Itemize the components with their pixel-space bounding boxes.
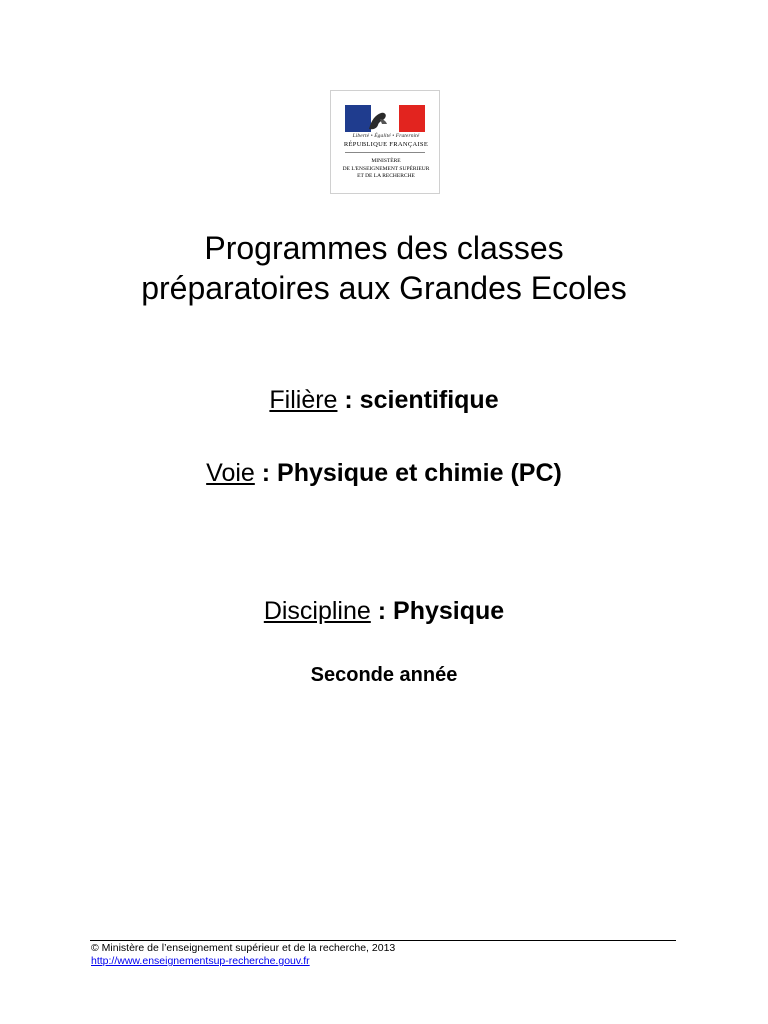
footer [91,942,395,968]
discipline-label: Discipline [263,597,371,625]
marianne-flag-icon [345,105,425,132]
voie-line [0,459,768,488]
year-subtitle: Seconde année [310,664,458,686]
ministry-name [335,158,437,181]
filiere-value: : scientifique [337,386,499,414]
logo-divider [345,152,425,153]
discipline-line [0,597,768,626]
filiere-label: Filière [269,386,338,414]
voie-value: : Physique et chimie (PC) [254,459,562,487]
footer-divider [90,940,676,941]
voie-label: Voie [206,459,255,487]
ministry-line: ET DE LA RECHERCHE [357,173,415,179]
ministry-line: MINISTÈRE [371,158,401,164]
footer-link[interactable]: http://www.enseignementsup-recherche.gouv.fr [91,955,310,967]
ministry-line: DE L'ENSEIGNEMENT SUPÉRIEUR [342,165,430,172]
discipline-value: : Physique [370,597,505,625]
ministry-logo [330,90,440,194]
title-line-2: préparatoires aux Grandes Ecoles [141,270,627,306]
filiere-line [0,386,768,415]
republic-motto: Liberté • Égalité • Fraternité [352,133,420,139]
title-line-1: Programmes des classes [204,230,564,266]
footer-copyright: © Ministère de l’enseignement supérieur et de la recherche, 2013 [91,942,396,954]
republic-name: RÉPUBLIQUE FRANÇAISE [343,141,429,148]
document-title [0,228,768,308]
